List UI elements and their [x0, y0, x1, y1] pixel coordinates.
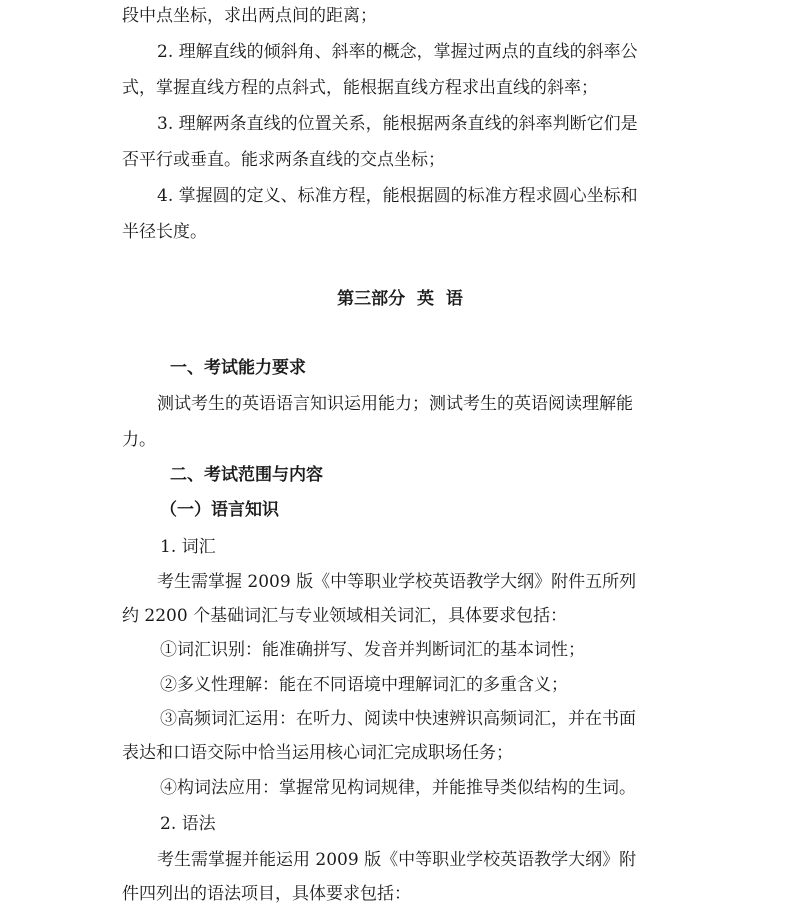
paragraph-line: 否平行或垂直。能求两条直线的交点坐标；	[122, 150, 445, 170]
paragraph-line: 式，掌握直线方程的点斜式，能根据直线方程求出直线的斜率；	[122, 78, 598, 98]
paragraph-line: 3. 理解两条直线的位置关系，能根据两条直线的斜率判断它们是	[157, 114, 638, 134]
section-heading: 二、考试范围与内容	[170, 465, 323, 485]
list-item: ④构词法应用：掌握常见构词规律，并能推导类似结构的生词。	[160, 778, 636, 798]
list-item: ②多义性理解：能在不同语境中理解词汇的多重含义；	[160, 675, 568, 695]
paragraph-line: 2. 理解直线的倾斜角、斜率的概念，掌握过两点的直线的斜率公	[157, 42, 638, 62]
paragraph-line: 考生需掌握并能运用 2009 版《中等职业学校英语教学大纲》附	[157, 850, 637, 870]
item-heading: 1. 词汇	[160, 537, 216, 557]
list-item: ③高频词汇运用：在听力、阅读中快速辨识高频词汇，并在书面	[160, 709, 636, 729]
paragraph-line: 段中点坐标，求出两点间的距离；	[122, 6, 377, 26]
subsection-heading: （一）语言知识	[160, 500, 279, 520]
paragraph-line: 半径长度。	[122, 222, 207, 242]
paragraph-line: 件四列出的语法项目，具体要求包括：	[122, 884, 411, 904]
item-heading: 2. 语法	[160, 814, 216, 834]
paragraph-line: 测试考生的英语语言知识运用能力；测试考生的英语阅读理解能	[157, 394, 633, 414]
paragraph-line: 考生需掌握 2009 版《中等职业学校英语教学大纲》附件五所列	[157, 572, 637, 592]
list-item-continuation: 表达和口语交际中恰当运用核心词汇完成职场任务；	[122, 743, 513, 763]
part-title: 第三部分 英 语	[337, 289, 463, 309]
paragraph-line: 4. 掌握圆的定义、标准方程，能根据圆的标准方程求圆心坐标和	[157, 186, 638, 206]
section-heading: 一、考试能力要求	[170, 358, 306, 378]
list-item: ①词汇识别：能准确拼写、发音并判断词汇的基本词性；	[160, 640, 585, 660]
paragraph-line: 力。	[122, 430, 156, 450]
paragraph-line: 约 2200 个基础词汇与专业领域相关词汇，具体要求包括：	[122, 606, 568, 626]
